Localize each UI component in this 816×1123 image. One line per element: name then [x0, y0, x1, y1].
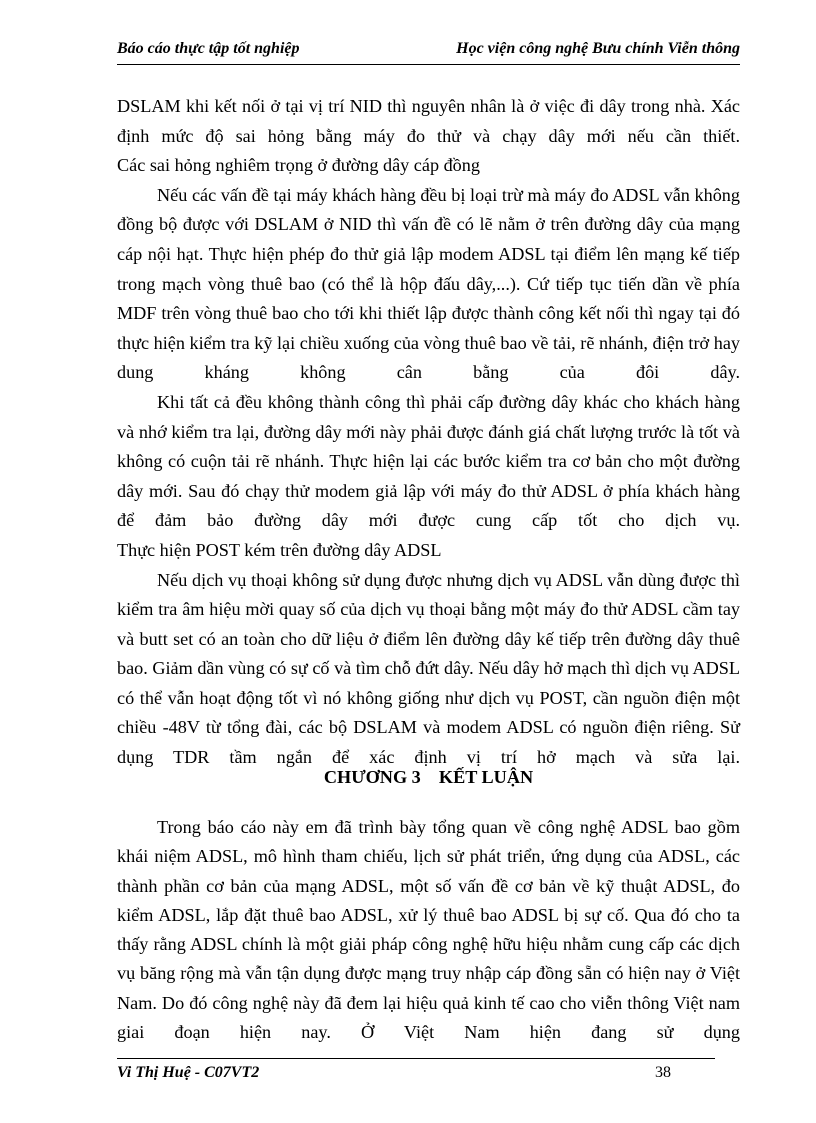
footer-page-number: 38 — [655, 1064, 671, 1081]
paragraph-post-fault: Nếu dịch vụ thoại không sử dụng được nhưng dịch vụ ADSL vẫn dùng được thì kiểm tra âm hiệu mời quay số của dịch vụ thoại bằng một máy đo thử ADSL cầm tay và butt set có an toàn cho dữ liệu ở điểm lên đường dây kế tiếp trên đường dây thuê bao. Giảm dần vùng có sự cố và tìm chỗ đứt dây. Nếu dây hở mạch thì dịch vụ ADSL có thể vẫn hoạt động tốt vì nó không giống như dịch vụ POST, cần nguồn điện một chiều -48V từ tổng đài, các bộ DSLAM và modem ADSL có nguồn điện riêng. Sử dụng TDR tầm ngắn để xác định vị trí hở mạch và sửa lại. — [117, 569, 740, 768]
main-content — [117, 92, 740, 773]
heading-post-fault: Thực hiện POST kém trên đường dây ADSL — [117, 539, 442, 560]
paragraph-copper-faults: Nếu các vấn đề tại máy khách hàng đều bị loại trừ mà máy đo ADSL vẫn không đồng bộ được với DSLAM ở NID thì vấn đề có lẽ nằm ở trên đường dây của mạng cáp nội hạt. Thực hiện phép đo thử giả lập modem ADSL tại điểm lên mạng kế tiếp trong mạch vòng thuê bao (có thể là hộp đấu dây,...). Cứ tiếp tục tiến dần về phía MDF trên vòng thuê bao cho tới khi thiết lập được thành công kết nối thì ngay tại đó thực hiện kiểm tra kỹ lại chiều xuống của vòng thuê bao về tải, rẽ nhánh, điện trở hay dung kháng không cân bằng của đôi dây. — [117, 184, 740, 383]
header-report-title: Báo cáo thực tập tốt nghiệp — [117, 40, 300, 57]
page-header — [117, 36, 740, 65]
paragraph-new-line: Khi tất cả đều không thành công thì phải cấp đường dây khác cho khách hàng và nhớ kiểm tra lại, đường dây mới này phải được đánh giá chất lượng trước là tốt và không có cuộn tải rẽ nhánh. Thực hiện lại các bước kiểm tra cơ bản cho một đường dây mới. Sau đó chạy thử modem giả lập với máy đo thử ADSL ở phía khách hàng để đảm bảo đường dây mới được cung cấp tốt cho dịch vụ. — [117, 391, 740, 531]
paragraph-conclusion: Trong báo cáo này em đã trình bày tổng quan về công nghệ ADSL bao gồm khái niệm ADSL, mô hình tham chiếu, lịch sử phát triển, ứng dụng của ADSL, các thành phần cơ bản của mạng ADSL, một số vấn đề cơ bản về kỹ thuật ADSL, đo kiểm ADSL, lắp đặt thuê bao ADSL, xử lý thuê bao ADSL bị sự cố. Qua đó cho ta thấy rằng ADSL chính là một giải pháp công nghệ hữu hiệu nhằm cung cấp các dịch vụ băng rộng mà vẫn tận dụng được mạng truy nhập cáp đồng sẵn có hiện nay ở Việt Nam. Do đó công nghệ này đã đem lại hiệu quả kinh tế cao cho viễn thông Việt nam giai đoạn hiện nay. Ở Việt Nam hiện đang sử dụng — [117, 817, 740, 1043]
heading-copper-faults: Các sai hỏng nghiêm trọng ở đường dây cáp đồng — [117, 155, 480, 176]
footer-divider — [117, 1058, 715, 1059]
header-institution: Học viện công nghệ Bưu chính Viễn thông — [456, 40, 740, 57]
chapter-heading — [117, 763, 740, 793]
chapter-title: KẾT LUẬN — [438, 767, 534, 787]
chapter-number: CHƯƠNG 3 — [323, 767, 421, 787]
conclusion-section — [117, 813, 740, 1047]
paragraph-dslam-nid: DSLAM khi kết nối ở tại vị trí NID thì nguyên nhân là ở việc đi dây trong nhà. Xác định mức độ sai hỏng bằng máy đo thử và chạy dây mới nếu cần thiết. — [117, 96, 740, 146]
footer-author: Vi Thị Huệ - C07VT2 — [117, 1064, 260, 1081]
